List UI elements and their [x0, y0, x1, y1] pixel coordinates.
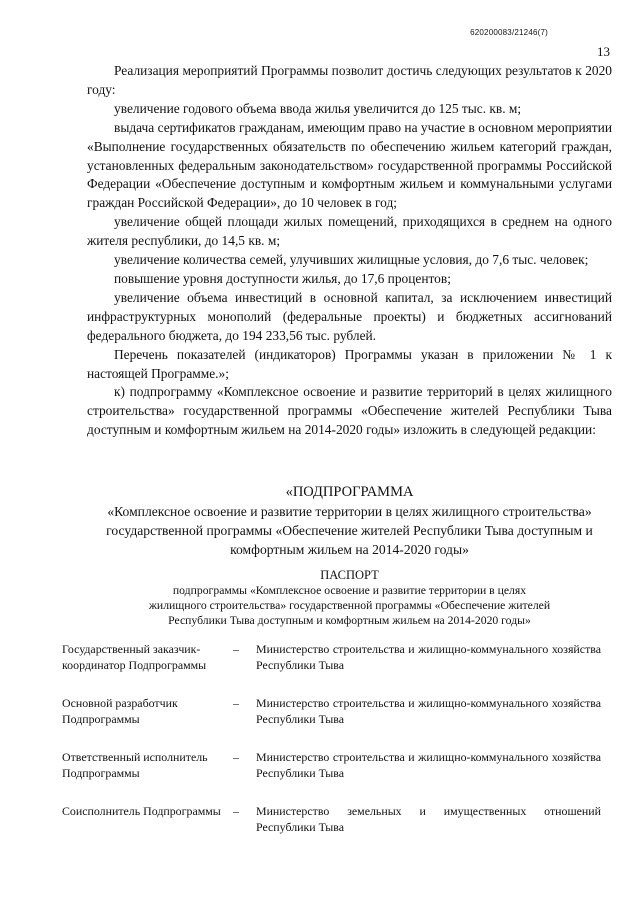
paragraph: увеличение общей площади жилых помещений, приходящихся в среднем на одного жителя республики, до 14,5 кв. м; [87, 214, 612, 249]
document-id: 620200083/21246(7) [470, 28, 548, 37]
row-value: Министерство земельных и имущественных отношений Республики Тыва [256, 804, 601, 834]
paragraph: Перечень показателей (индикаторов) Программы указан в приложении № 1 к настоящей Программе.»; [87, 346, 612, 381]
row-value: Министерство строительства и жилищно-коммунального хозяйства Республики Тыва [256, 642, 601, 672]
row-label: Государственный заказчик-координатор Подпрограммы [62, 642, 207, 672]
row-dash: – [233, 750, 239, 764]
row-label: Основной разработчик Подпрограммы [62, 696, 178, 726]
paragraph: к) подпрограмму «Комплексное освоение и развитие территорий в целях жилищного строительства» государственной программы «Обеспечение жителей Республики Тыва доступным и комфортным жильем на 2014-2020 годы» изложить в следующей редакции: [87, 384, 612, 438]
subprogram-title: «ПОДПРОГРАММА [285, 484, 414, 500]
row-label: Ответственный исполнитель Подпрограммы [62, 750, 208, 780]
paragraph: выдача сертификатов гражданам, имеющим право на участие в основном мероприятии «Выполнение государственных обязательств по обеспечению жильем категорий граждан, установленных федеральным законодательством» государственной программы Российской Федерации «Обеспечение доступным и комфортным жильем и коммунальными услугами граждан Российской Федерации», до 10 человек в год; [87, 119, 612, 211]
passport-row [62, 695, 622, 727]
paragraph: повышение уровня доступности жилья, до 17,6 процентов; [114, 270, 451, 286]
passport-row [62, 749, 622, 781]
passport-row [62, 803, 622, 835]
passport-subtitle: подпрограммы «Комплексное освоение и развитие территории в целях жилищного строительства» государственной программы «Обеспечение жителей Республики Тыва доступным и комфортным жильем на 2014-2020 годы» [148, 584, 551, 627]
row-value: Министерство строительства и жилищно-коммунального хозяйства Республики Тыва [256, 696, 601, 726]
passport-table [62, 641, 622, 857]
row-label: Соисполнитель Подпрограммы [62, 804, 221, 818]
row-dash: – [233, 804, 239, 818]
row-dash: – [233, 642, 239, 656]
page-number: 13 [597, 44, 610, 59]
passport-row [62, 641, 622, 673]
paragraph: Реализация мероприятий Программы позволит достичь следующих результатов к 2020 году: [87, 63, 612, 97]
row-dash: – [233, 696, 239, 710]
body-text [87, 62, 612, 440]
passport-title: ПАСПОРТ [320, 568, 379, 582]
paragraph: увеличение годового объема ввода жилья увеличится до 125 тыс. кв. м; [114, 100, 522, 116]
row-value: Министерство строительства и жилищно-коммунального хозяйства Республики Тыва [256, 750, 601, 780]
subprogram-subtitle: «Комплексное освоение и развитие территории в целях жилищного строительства» государственной программы «Обеспечение жителей Республики Тыва доступным и комфортным жильем на 2014-2020 годы» [106, 504, 593, 557]
paragraph: увеличение объема инвестиций в основной капитал, за исключением инвестиций инфраструктурных монополий (федеральные проекты) и бюджетных ассигнований федерального бюджета, до 194 233,56 тыс. рублей. [87, 289, 612, 343]
paragraph: увеличение количества семей, улучивших жилищные условия, до 7,6 тыс. человек; [114, 252, 589, 268]
